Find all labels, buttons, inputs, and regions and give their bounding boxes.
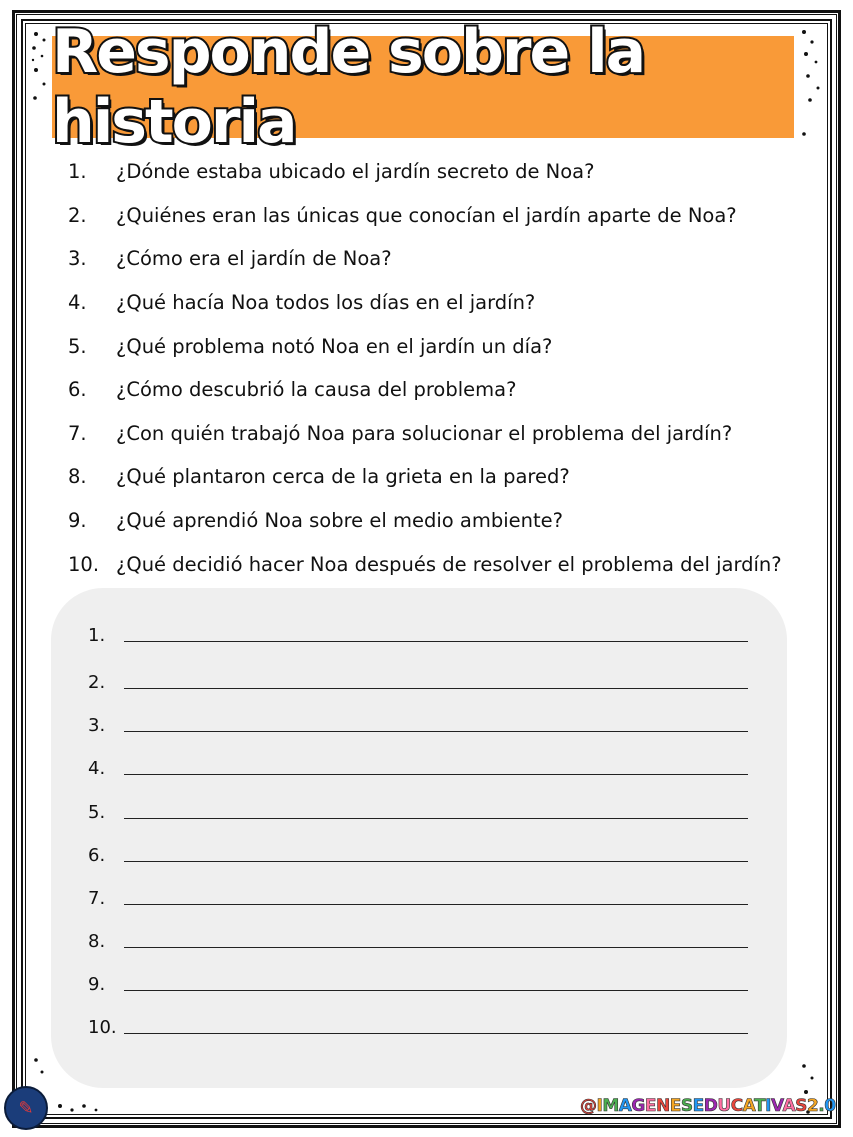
answer-line[interactable] bbox=[88, 795, 748, 825]
question-item bbox=[68, 368, 808, 412]
answer-line[interactable] bbox=[88, 751, 748, 781]
answer-line[interactable] bbox=[88, 881, 748, 911]
question-text: ¿Qué aprendió Noa sobre el medio ambiente? bbox=[116, 509, 563, 533]
answer-number: 8. bbox=[88, 931, 106, 952]
question-item bbox=[68, 455, 808, 499]
question-number: 2. bbox=[68, 203, 87, 227]
question-item bbox=[68, 542, 808, 586]
question-text: ¿Con quién trabajó Noa para solucionar el problema del jardín? bbox=[116, 421, 733, 445]
question-item bbox=[68, 237, 808, 281]
answer-underline bbox=[124, 989, 748, 991]
question-number: 5. bbox=[68, 334, 87, 358]
answer-line[interactable] bbox=[88, 618, 748, 648]
question-text: ¿Quiénes eran las únicas que conocían el jardín aparte de Noa? bbox=[116, 203, 737, 227]
answer-line[interactable] bbox=[88, 924, 748, 954]
question-text: ¿Qué decidió hacer Noa después de resolver el problema del jardín? bbox=[116, 552, 782, 576]
answer-line[interactable] bbox=[88, 838, 748, 868]
answer-number: 2. bbox=[88, 672, 106, 693]
question-number: 4. bbox=[68, 291, 87, 315]
answer-line[interactable] bbox=[88, 967, 748, 997]
answer-line[interactable] bbox=[88, 1010, 748, 1040]
question-number: 1. bbox=[68, 160, 87, 184]
question-text: ¿Qué problema notó Noa en el jardín un día? bbox=[116, 334, 553, 358]
answer-underline bbox=[124, 860, 748, 862]
question-number: 9. bbox=[68, 509, 87, 533]
answer-underline bbox=[124, 903, 748, 905]
question-number: 7. bbox=[68, 421, 87, 445]
question-number: 8. bbox=[68, 465, 87, 489]
answer-number: 4. bbox=[88, 758, 106, 779]
answer-number: 10. bbox=[88, 1017, 117, 1038]
answer-number: 7. bbox=[88, 888, 106, 909]
answer-underline bbox=[124, 640, 748, 642]
answer-underline bbox=[124, 946, 748, 948]
answer-line[interactable] bbox=[88, 665, 748, 695]
page-title: Responde sobre la historia bbox=[52, 17, 645, 157]
question-text: ¿Dónde estaba ubicado el jardín secreto de Noa? bbox=[116, 160, 595, 184]
question-item bbox=[68, 281, 808, 325]
answer-number: 6. bbox=[88, 845, 106, 866]
answer-number: 5. bbox=[88, 802, 106, 823]
answer-number: 9. bbox=[88, 974, 106, 995]
question-item bbox=[68, 412, 808, 456]
question-text: ¿Cómo descubrió la causa del problema? bbox=[116, 378, 517, 402]
question-item bbox=[68, 194, 808, 238]
question-number: 3. bbox=[68, 247, 87, 271]
question-item bbox=[68, 499, 808, 543]
imagenes-educativas-logo-icon: ✎ bbox=[4, 1086, 48, 1130]
answer-underline bbox=[124, 687, 748, 689]
question-item bbox=[68, 324, 808, 368]
question-list bbox=[68, 150, 808, 586]
watermark: @IMAGENESEDUCATIVAS2.0 bbox=[580, 1096, 836, 1116]
answer-number: 3. bbox=[88, 715, 106, 736]
answer-underline bbox=[124, 817, 748, 819]
question-item bbox=[68, 150, 808, 194]
answer-underline bbox=[124, 1032, 748, 1034]
question-text: ¿Qué plantaron cerca de la grieta en la pared? bbox=[116, 465, 570, 489]
answer-line[interactable] bbox=[88, 708, 748, 738]
answer-number: 1. bbox=[88, 625, 106, 646]
answer-underline bbox=[124, 730, 748, 732]
question-text: ¿Cómo era el jardín de Noa? bbox=[116, 247, 392, 271]
question-number: 10. bbox=[68, 552, 100, 576]
question-text: ¿Qué hacía Noa todos los días en el jardín? bbox=[116, 291, 536, 315]
question-number: 6. bbox=[68, 378, 87, 402]
title-banner bbox=[52, 17, 794, 157]
answer-underline bbox=[124, 773, 748, 775]
